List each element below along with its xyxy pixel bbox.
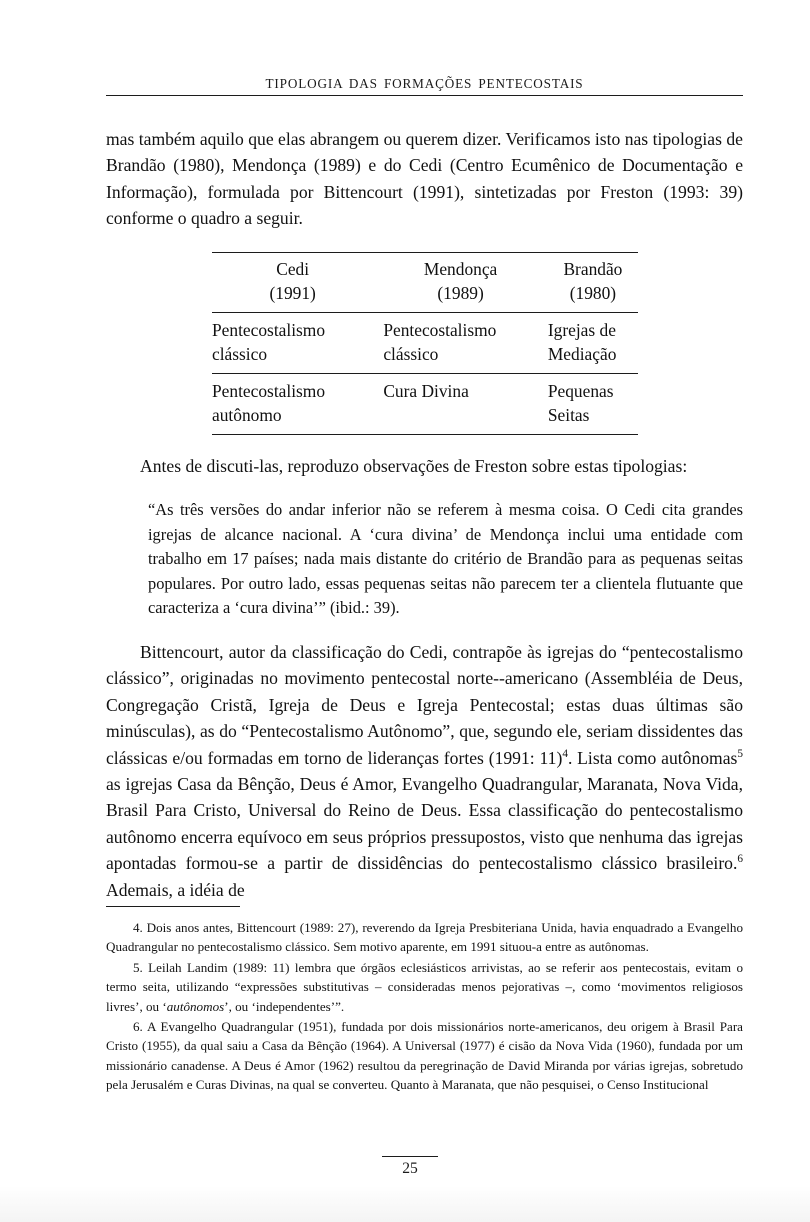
footnotes-section [106, 906, 743, 1096]
folio-rule [382, 1156, 438, 1157]
footnote-6 [106, 1017, 743, 1095]
footnote-marker-6[interactable]: 6 [737, 853, 743, 866]
typology-table-body [212, 312, 638, 434]
body-paragraph-2: Antes de discuti-las, reproduzo observações de Freston sobre estas tipologias: [140, 455, 688, 476]
typology-table [212, 252, 638, 435]
cell-mendonca-2: Cura Divina [383, 373, 548, 434]
footnote-6-number: 6. [133, 1019, 143, 1035]
column-header-cedi: Cedi [212, 252, 383, 281]
column-header-brandao-year: (1980) [569, 283, 617, 304]
footnote-5-italic-term: autônomos [166, 998, 225, 1014]
cell-cedi-1: Pentecostalismo clássico [212, 312, 383, 373]
cell-mendonca-1: Pentecostalismo clássico [383, 312, 548, 373]
footnote-4 [106, 918, 743, 957]
paragraph-3-segment-4: Ademais, a idéia de [106, 879, 245, 900]
footnote-marker-4[interactable]: 4 [562, 747, 568, 760]
paragraph-3-segment-1: Bittencourt, autor da classificação do Cedi, contrapõe às igrejas do “pentecostalismo clássico”, originadas no movimento pentecostal norte--americano (Assembléia de Deus, Congregação Cristã, Igreja de Deus e Igreja Pentecostal; estas duas últimas são minúsculas), as do “Pentecostalismo Autônomo”, que, segundo ele, seriam dissidentes das clássicas e/ou formadas em torno de lideranças fortes (1991: 11) [106, 642, 743, 768]
typology-table-container [106, 252, 743, 435]
table-row [212, 373, 638, 434]
footnote-4-number: 4. [133, 920, 143, 935]
paragraph-3-segment-2: . Lista como autônomas [567, 747, 738, 768]
column-header-cedi-year: (1991) [269, 283, 316, 304]
footnote-5-text-pre: Leilah Landim (1989: 11) lembra que órgãos eclesiásticos arrivistas, ao se referir aos pentecostais, evitam o termo seita, utilizando “expressões substitutivas – consideradas menos pejorativas –, como ‘movimentos religiosos livres’, ou ‘ [106, 959, 743, 1014]
table-header-row-years [212, 281, 638, 312]
footnote-separator-rule [106, 906, 240, 907]
column-header-mendonca-year: (1989) [437, 283, 484, 304]
cell-brandao-2: Pequenas Seitas [548, 373, 638, 434]
footnote-5-text-post: ’, ou ‘independentes’”. [224, 998, 345, 1014]
block-quotation-text: “As três versões do andar inferior não se referem à mesma coisa. O Cedi cita grandes igrejas de alcance nacional. A ‘cura divina’ de Mendonça inclui uma entidade com trabalho em 17 países; nada mais distante do critério de Brandão para as pequenas seitas populares. Por outro lado, essas pequenas seitas não parecem ter a clientela flutuante que caracteriza a ‘cura divina’” (ibid.: 39). [148, 500, 743, 618]
cell-brandao-1: Igrejas de Mediação [548, 312, 638, 373]
cell-cedi-2: Pentecostalismo autônomo [212, 373, 383, 434]
running-head: TIPOLOGIA DAS FORMAÇÕES PENTECOSTAIS [265, 76, 584, 91]
column-header-mendonca: Mendonça [383, 252, 548, 281]
footnote-5 [106, 958, 743, 1016]
footnote-marker-5[interactable]: 5 [737, 747, 744, 760]
footnote-5-number: 5. [133, 959, 143, 975]
page-number: 25 [402, 1160, 418, 1177]
body-paragraph-3 [106, 639, 743, 903]
column-header-brandao: Brandão [548, 252, 638, 281]
table-header-row-names [212, 252, 638, 281]
table-row [212, 312, 638, 373]
block-quotation [148, 498, 743, 621]
header-rule [106, 95, 743, 96]
paragraph-3-segment-3: as igrejas Casa da Bênção, Deus é Amor, Evangelho Quadrangular, Maranata, Nova Vida, Brasil Para Cristo, Universal do Reino de Deus. Essa classificação do pentecostalismo autônomo encerra equívoco em seus próprios pressupostos, visto que nenhuma das igrejas apontadas formou-se a partir de dissidências do pentecostalismo clássico brasileiro. [106, 774, 743, 874]
page-bottom-shading [0, 1186, 810, 1222]
page-content [106, 126, 743, 903]
typology-table-head [212, 252, 638, 312]
footnote-4-text: Dois anos antes, Bittencourt (1989: 27), reverendo da Igreja Presbiteriana Unida, havia enquadrado a Evangelho Quadrangular no pentecostalismo clássico. Sem motivo aparente, em 1991 situou-a entre as autônomas. [106, 920, 743, 955]
footnote-6-text: A Evangelho Quadrangular (1951), fundada por dois missionários norte-americanos, deu origem à Brasil Para Cristo (1955), da qual saiu a Casa da Bênção (1964). A Universal (1977) é cisão da Nova Vida (1960), fundada por um missionário canadense. A Deus é Amor (1962) resultou da peregrinação de David Miranda por várias igrejas, sobretudo pela Jerusalém e Curas Divinas, na qual se converteu. Quanto à Maranata, que não pesquisei, o Censo Institucional [106, 1019, 743, 1093]
body-paragraph-1: mas também aquilo que elas abrangem ou querem dizer. Verificamos isto nas tipologias de Brandão (1980), Mendonça (1989) e do Cedi (Centro Ecumênico de Documentação e Informação), formulada por Bittencourt (1991), sintetizadas por Freston (1993: 39) conforme o quadro a seguir. [106, 129, 743, 229]
